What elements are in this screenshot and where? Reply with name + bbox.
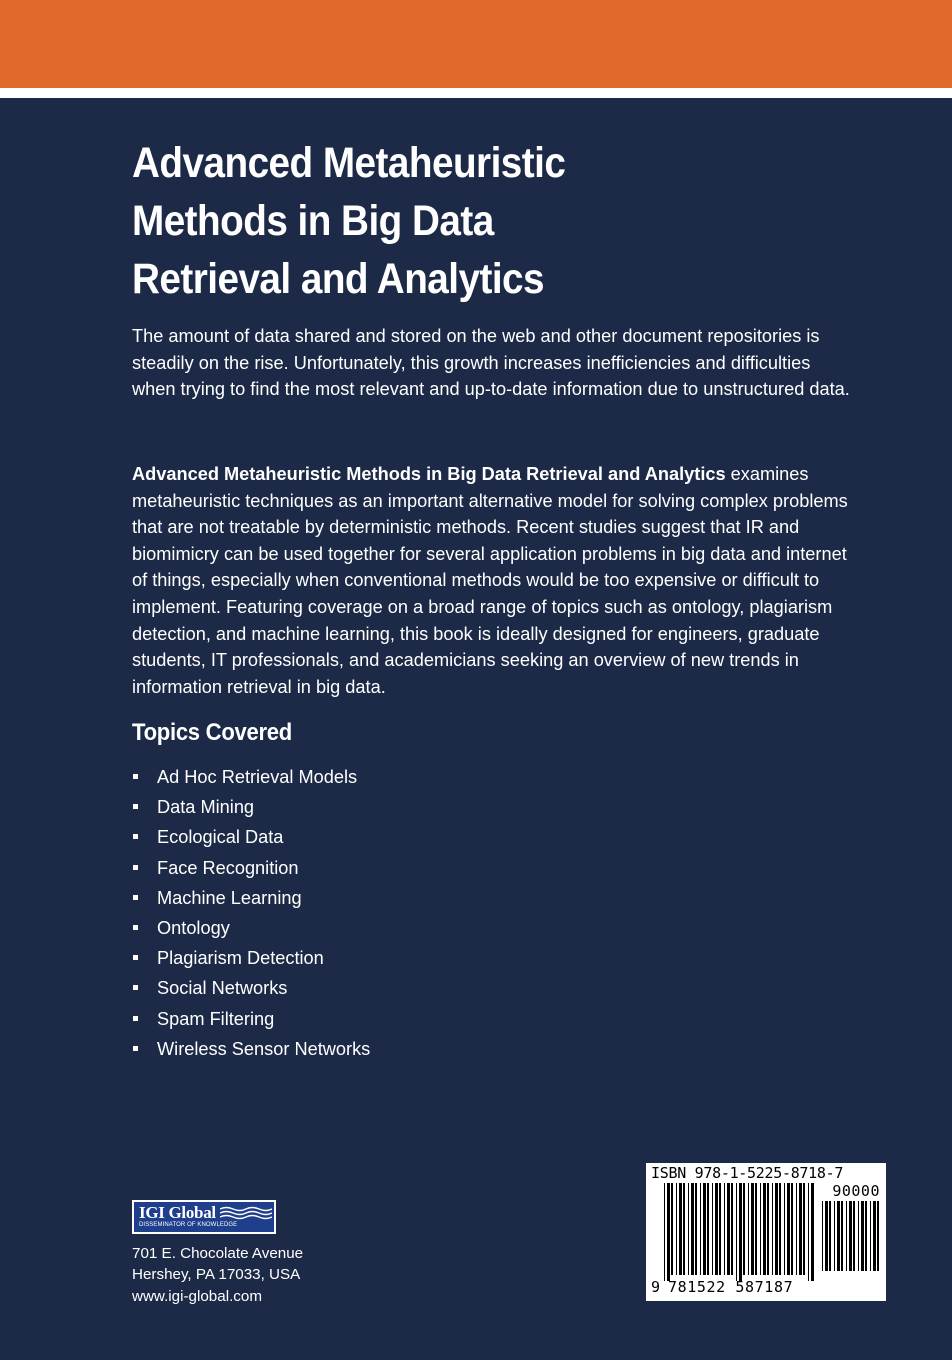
address-line-2: Hershey, PA 17033, USA	[132, 1266, 301, 1284]
topic-item	[132, 792, 370, 822]
bullet-icon	[133, 1016, 138, 1021]
topic-label: Ecological Data	[157, 827, 284, 848]
isbn-barcode	[646, 1163, 886, 1301]
topic-item	[132, 822, 370, 852]
barcode-bars-main-icon	[664, 1183, 814, 1281]
bullet-icon	[133, 925, 138, 930]
topic-item	[132, 973, 370, 1003]
bullet-icon	[133, 895, 138, 900]
bullet-icon	[133, 955, 138, 960]
topic-item	[132, 762, 370, 792]
topic-item	[132, 883, 370, 913]
topic-item	[132, 1004, 370, 1034]
isbn-label: ISBN 978-1-5225-8718-7	[651, 1164, 844, 1182]
topic-label: Wireless Sensor Networks	[157, 1038, 371, 1059]
publisher-logo-badge	[134, 1202, 274, 1232]
description-paragraph	[132, 461, 852, 700]
bullet-icon	[133, 804, 138, 809]
publisher-logo	[132, 1200, 276, 1234]
top-color-band	[0, 0, 952, 88]
bullet-icon	[133, 865, 138, 870]
intro-paragraph: The amount of data shared and stored on the web and other document repositories is steadily on the rise. Unfortunately, this growth increases inefficiencies and difficulties when trying to find the most relevant and up-to-date information due to unstructured data.	[132, 326, 850, 400]
price-code: 90000	[832, 1182, 880, 1200]
wave-icon	[220, 1205, 272, 1221]
bullet-icon	[133, 985, 138, 990]
topic-item	[132, 853, 370, 883]
title-line-3: Retrieval and Analytics	[132, 255, 545, 303]
topic-label: Face Recognition	[157, 857, 299, 878]
barcode-digits: 781522 587187	[668, 1278, 794, 1296]
topic-item	[132, 1034, 370, 1064]
publisher-logo-name: IGI Global	[139, 1203, 216, 1222]
publisher-address	[132, 1243, 303, 1307]
title-line-1: Advanced Metaheuristic	[132, 139, 566, 187]
topic-label: Data Mining	[157, 797, 255, 818]
address-line-1: 701 E. Chocolate Avenue	[132, 1245, 304, 1262]
publisher-website: www.igi-global.com	[132, 1287, 262, 1305]
bullet-icon	[133, 834, 138, 839]
book-title	[132, 134, 762, 308]
barcode-digit-first: 9	[651, 1278, 661, 1296]
topic-item	[132, 913, 370, 943]
topics-heading: Topics Covered	[132, 719, 293, 746]
title-line-2: Methods in Big Data	[132, 197, 494, 245]
topic-label: Ad Hoc Retrieval Models	[157, 767, 358, 787]
barcode-bars-addon-icon	[822, 1201, 880, 1297]
topic-label: Social Networks	[157, 978, 288, 999]
bullet-icon	[133, 1046, 138, 1051]
topic-label: Spam Filtering	[157, 1008, 275, 1029]
topics-list	[132, 762, 370, 1064]
topic-label: Ontology	[157, 917, 230, 938]
topic-label: Machine Learning	[157, 887, 302, 908]
description-body: examines metaheuristic techniques as an important alternative model for solving complex problems that are not treatable by deterministic methods. Recent studies suggest that IR and biomimicry can be used together for several application problems in big data and internet of things, especially when conventional methods would be too expensive or difficult to implement. Featuring coverage on a broad range of topics such as ontology, plagiarism detection, and machine learning, this book is ideally designed for engineers, graduate students, IT professionals, and academicians seeking an overview of new trends in information retrieval in big data.	[132, 464, 848, 697]
topic-item	[132, 943, 370, 973]
topic-label: Plagiarism Detection	[157, 948, 324, 969]
band-divider	[0, 88, 952, 98]
bullet-icon	[133, 774, 138, 779]
description-bold-title: Advanced Metaheuristic Methods in Big Data Retrieval and Analytics	[132, 464, 726, 484]
publisher-logo-tagline: DISSEMINATOR OF KNOWLEDGE	[139, 1222, 238, 1228]
